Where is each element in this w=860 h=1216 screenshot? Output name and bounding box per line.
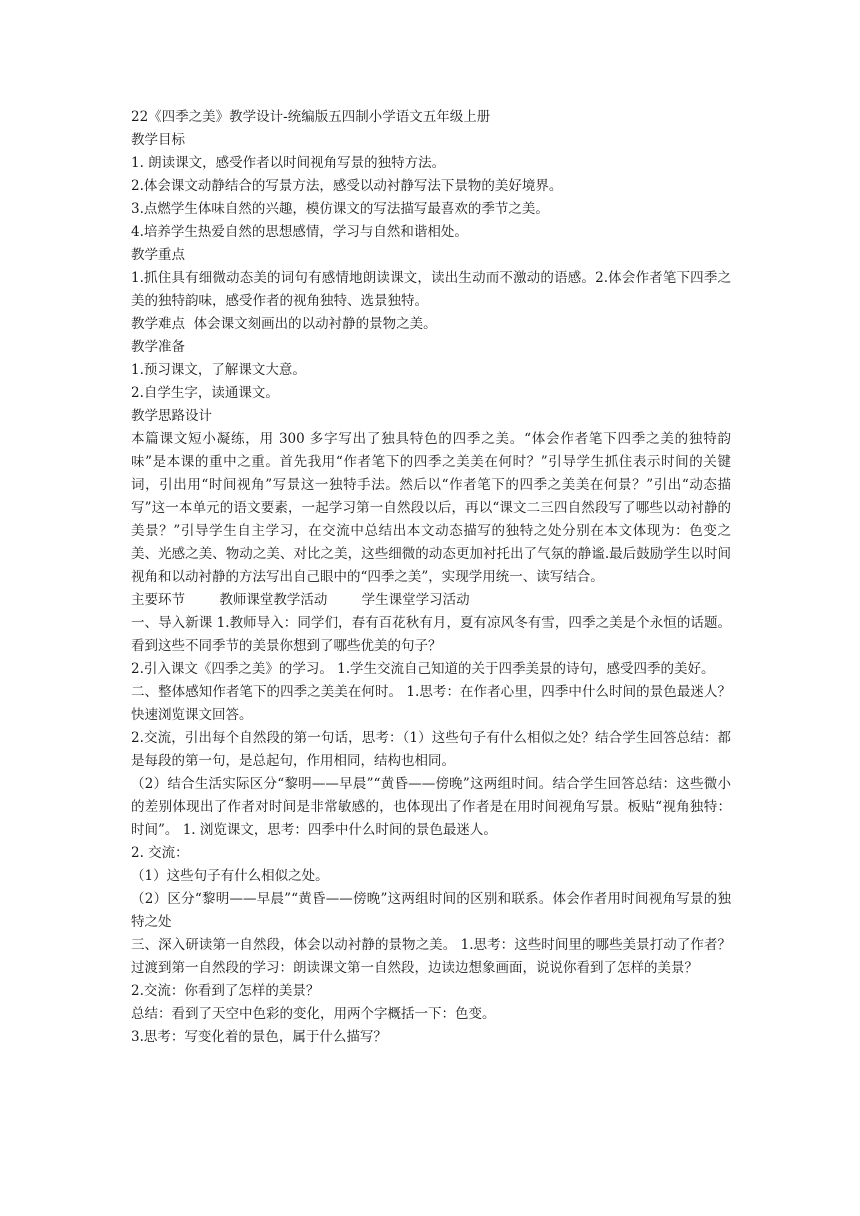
document-title: 22《四季之美》教学设计-统编版五四制小学语文五年级上册 [131,109,491,125]
body-paragraph: 3.思考：写变化着的景色，属于什么描写？ [131,1029,387,1045]
body-paragraph: （2）区分“黎明——早晨”“黄昏——傍晚”这两组时间的区别和联系。体会作者用时间视角写景的独特之处 [131,891,731,930]
document-page [131,106,731,1049]
goal-item: 4.培养学生热爱自然的思想感情，学习与自然和谐相处。 [131,224,468,240]
body-paragraph: 2.交流：你看到了怎样的美景？ [131,983,320,999]
body-paragraph: （2）结合生活实际区分“黎明——早晨”“黄昏——傍晚”这两组时间。结合学生回答总结：这些微小的差别体现出了作者对时间是非常敏感的，也体现出了作者是在用时间视角写景。板贴“视角独特：时间”。 1. 浏览课文，思考：四季中什么时间的景色最迷人。 [131,776,731,838]
prep-item: 2.自学生字，读通课文。 [131,385,279,401]
table-header: 主要环节 教师课堂教学活动 学生课堂学习活动 [131,592,470,608]
prep-item: 1.预习课文，了解课文大意。 [131,362,306,378]
goal-item: 2.体会课文动静结合的写景方法，感受以动衬静写法下景物的美好境界。 [131,178,563,194]
body-paragraph: 二、整体感知作者笔下的四季之美美在何时。 1.思考：在作者心里，四季中什么时间的景色最迷人？快速浏览课文回答。 [131,684,731,723]
body-paragraph: 一、导入新课 1.教师导入：同学们，春有百花秋有月，夏有凉风冬有雪，四季之美是个永恒的话题。看到这些不同季节的美景你想到了哪些优美的句子？ [131,615,731,654]
key-heading: 教学重点 [131,247,185,263]
goal-item: 3.点燃学生体味自然的兴趣，模仿课文的写法描写最喜欢的季节之美。 [131,201,549,217]
body-paragraph: 2.引入课文《四季之美》的学习。 1.学生交流自己知道的关于四季美景的诗句，感受四季的美好。 [131,661,715,677]
design-heading: 教学思路设计 [131,408,212,424]
design-text: 本篇课文短小凝练，用 300 多字写出了独具特色的四季之美。“体会作者笔下四季之美的独特韵味”是本课的重中之重。首先我用“作者笔下的四季之美美在何时？”引导学生抓住表示时间的关键词，引出用“时间视角”写景这一独特手法。然后以“作者笔下的四季之美美在何景？”引出“动态描写”这一本单元的语文要素，一起学习第一自然段以后，再以“课文二三四自然段写了哪些以动衬静的美景？”引导学生自主学习，在交流中总结出本文动态描写的独特之处分别在本文体现为：色变之美、光感之美、物动之美、对比之美，这些细微的动态更加衬托出了气氛的静谧.最后鼓励学生以时间视角和以动衬静的方法写出自己眼中的“四季之美”，实现学用统一、读写结合。 [131,431,731,585]
body-paragraph: 2.交流，引出每个自然段的第一句话，思考：（1）这些句子有什么相似之处？结合学生回答总结：都是每段的第一句，是总起句，作用相同，结构也相同。 [131,730,731,769]
body-paragraph: 三、深入研读第一自然段，体会以动衬静的景物之美。 1.思考：这些时间里的哪些美景打动了作者？过渡到第一自然段的学习：朗读课文第一自然段，边读边想象画面，说说你看到了怎样的美景？ [131,937,731,976]
prep-heading: 教学准备 [131,339,185,355]
difficulty-line: 教学难点 体会课文刻画出的以动衬静的景物之美。 [131,316,437,332]
key-text: 1.抓住具有细微动态美的词句有感情地朗读课文，读出生动而不激动的语感。2.体会作者笔下四季之美的独特韵味，感受作者的视角独特、选景独特。 [131,270,731,309]
body-paragraph: 2. 交流： [131,845,189,861]
goal-item: 1. 朗读课文，感受作者以时间视角写景的独特方法。 [131,155,446,171]
body-paragraph: 总结：看到了天空中色彩的变化，用两个字概括一下：色变。 [131,1006,496,1022]
body-paragraph: （1）这些句子有什么相似之处。 [131,868,329,884]
goals-heading: 教学目标 [131,132,185,148]
